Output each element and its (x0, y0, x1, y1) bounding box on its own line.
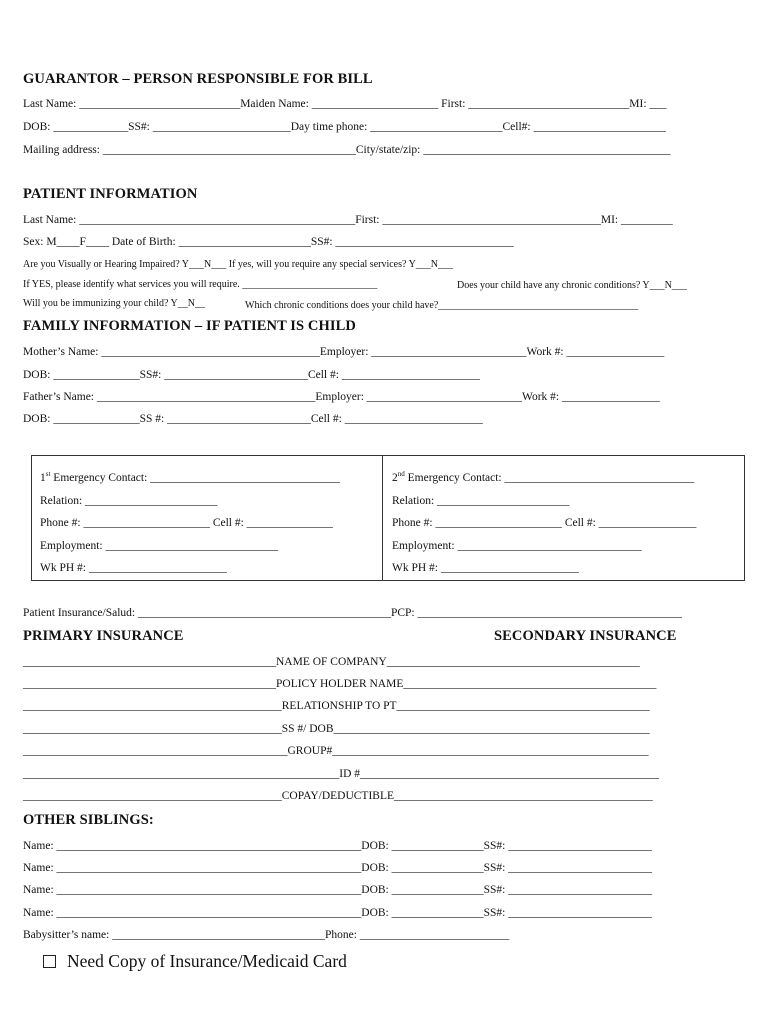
patient-immunizing-line[interactable]: Will you be immunizing your child? Y__N__ (23, 298, 205, 309)
patient-chronic-conditions-line[interactable]: Which chronic conditions does your child have?________________________________________ (245, 300, 639, 311)
patient-heading: PATIENT INFORMATION (23, 186, 198, 202)
emergency-1-employment[interactable]: Employment: ______________________________ (40, 540, 278, 552)
emergency-2-relation[interactable]: Relation: _______________________ (392, 495, 570, 507)
sibling-row[interactable]: Name: _____________________________________________________DOB: ________________SS#: _________________________ (23, 840, 652, 852)
emergency-2-wkph[interactable]: Wk PH #: ________________________ (392, 562, 579, 574)
mother-dob-line[interactable]: DOB: _______________SS#: _________________________Cell #: ________________________ (23, 369, 480, 381)
emergency-1-wkph[interactable]: Wk PH #: ________________________ (40, 562, 227, 574)
insurance-copay-row[interactable]: _____________________________________________COPAY/DEDUCTIBLE_____________________________________________ (23, 790, 653, 802)
insurance-copy-label: Need Copy of Insurance/Medicaid Card (67, 951, 347, 971)
sibling-row[interactable]: Name: _____________________________________________________DOB: ________________SS#: _________________________ (23, 907, 652, 919)
insurance-group-row[interactable]: ______________________________________________GROUP#_______________________________________________________ (23, 745, 649, 757)
patient-chronic-question[interactable]: Does your child have any chronic conditions? Y___N___ (457, 280, 687, 291)
patient-sex-dob-line[interactable]: Sex: M____F____ Date of Birth: _______________________SS#: _______________________________ (23, 236, 514, 248)
sibling-row[interactable]: Name: _____________________________________________________DOB: ________________SS#: _________________________ (23, 862, 652, 874)
patient-impaired-line[interactable]: Are you Visually or Hearing Impaired? Y___N___ If yes, will you require any special services? Y___N___ (23, 259, 454, 270)
father-dob-line[interactable]: DOB: _______________SS #: _________________________Cell #: ________________________ (23, 413, 483, 425)
insurance-id-row[interactable]: _______________________________________________________ID #____________________________________________________ (23, 768, 660, 780)
insurance-ss-dob-row[interactable]: _____________________________________________SS #/ DOB_______________________________________________________ (23, 723, 650, 735)
patient-insurance-line[interactable]: Patient Insurance/Salud: ____________________________________________PCP: ______________________________________________ (23, 607, 683, 619)
secondary-insurance-heading: SECONDARY INSURANCE (494, 628, 677, 644)
guarantor-dob-line[interactable]: DOB: _____________SS#: ________________________Day time phone: _______________________Cell#: _______________________ (23, 121, 666, 133)
mother-line[interactable]: Mother’s Name: ______________________________________Employer: ___________________________Work #: _________________ (23, 346, 665, 358)
emergency-contact-1[interactable]: 1st Emergency Contact: _________________________________ (40, 470, 340, 484)
emergency-1-relation[interactable]: Relation: _______________________ (40, 495, 218, 507)
insurance-policy-holder-row[interactable]: ____________________________________________POLICY HOLDER NAME____________________________________________ (23, 678, 657, 690)
emergency-2-phone[interactable]: Phone #: ______________________ Cell #: _________________ (392, 517, 697, 529)
emergency-contact-box (31, 455, 745, 581)
insurance-copy-option[interactable] (43, 951, 347, 972)
emergency-1-phone[interactable]: Phone #: ______________________ Cell #: _______________ (40, 517, 333, 529)
emergency-contact-2[interactable]: 2nd Emergency Contact: _________________________________ (392, 470, 695, 484)
guarantor-name-line[interactable]: Last Name: ____________________________Maiden Name: ______________________ First: ____________________________MI: ___ (23, 98, 667, 110)
insurance-copy-checkbox[interactable] (43, 955, 56, 968)
father-line[interactable]: Father’s Name: ______________________________________Employer: ___________________________Work #: _________________ (23, 391, 660, 403)
siblings-heading: OTHER SIBLINGS: (23, 812, 154, 828)
family-heading: FAMILY INFORMATION – IF PATIENT IS CHILD (23, 318, 356, 334)
sibling-row[interactable]: Name: _____________________________________________________DOB: ________________SS#: _________________________ (23, 884, 652, 896)
insurance-relationship-row[interactable]: _____________________________________________RELATIONSHIP TO PT____________________________________________ (23, 700, 650, 712)
box-divider (382, 456, 383, 580)
emergency-2-employment[interactable]: Employment: ________________________________ (392, 540, 642, 552)
insurance-company-row[interactable]: ____________________________________________NAME OF COMPANY____________________________________________ (23, 656, 640, 668)
babysitter-line[interactable]: Babysitter’s name: _____________________________________Phone: __________________________ (23, 929, 510, 941)
patient-services-line[interactable]: If YES, please identify what services you will require. ___________________________ (23, 279, 378, 290)
guarantor-address-line[interactable]: Mailing address: ____________________________________________City/state/zip: ___________________________________________ (23, 144, 671, 156)
patient-name-line[interactable]: Last Name: ________________________________________________First: ______________________________________MI: _________ (23, 214, 673, 226)
primary-insurance-heading: PRIMARY INSURANCE (23, 628, 184, 644)
guarantor-heading: GUARANTOR – PERSON RESPONSIBLE FOR BILL (23, 71, 373, 87)
